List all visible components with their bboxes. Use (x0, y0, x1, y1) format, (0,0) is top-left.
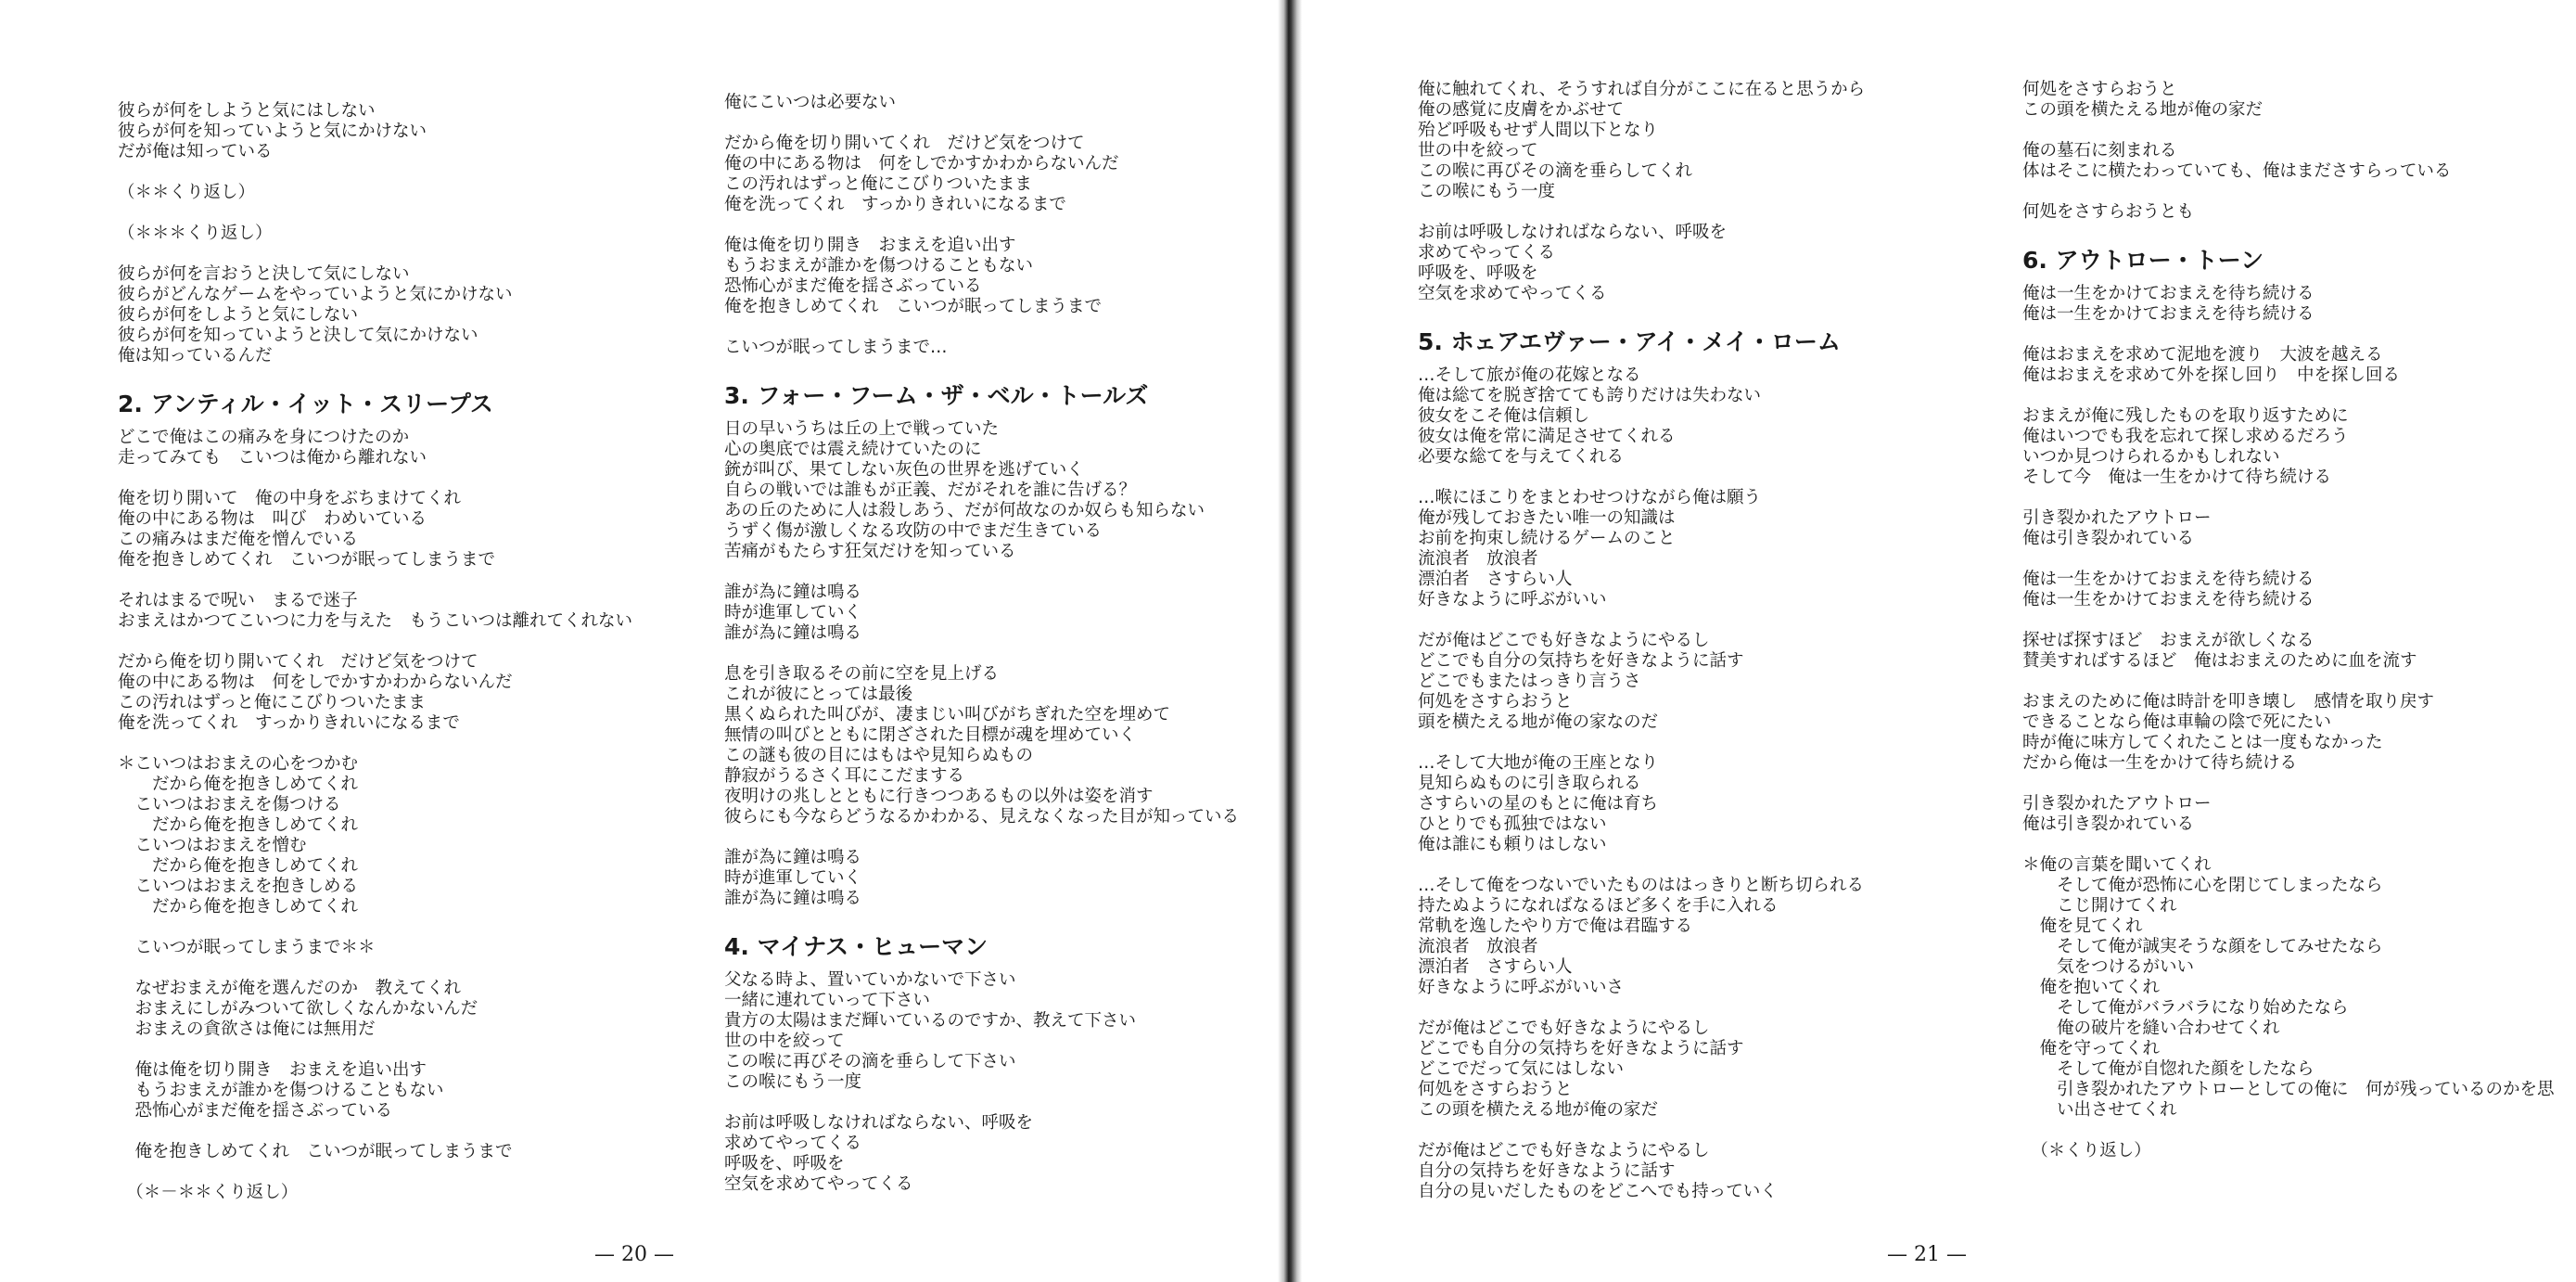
lyric-line: 俺を抱いてくれ (2022, 978, 2161, 997)
lyric-line: 彼女は俺を常に満足させてくれる (1418, 427, 1676, 446)
lyric-line: おまえにしがみついて欲しくなんかないんだ (118, 999, 478, 1019)
lyric-line: 俺を守ってくれ (2022, 1039, 2161, 1058)
lyric-line: そして俺が恐怖に心を閉じてしまったなら (2022, 876, 2383, 895)
lyric-line: さすらいの星のもとに俺は育ち (1418, 794, 1659, 814)
page-number-right: — 21 — (1887, 1243, 1967, 1266)
stanza-gap (2022, 121, 2576, 141)
lyric-line: 俺を抱きしめてくれ こいつが眠ってしまうまで (724, 297, 1103, 316)
stanza-gap (2022, 549, 2576, 570)
lyric-line: この喉にもう一度 (724, 1072, 862, 1092)
stanza-gap (2022, 386, 2576, 406)
column-4 (2022, 80, 2576, 1161)
lyric-line: あの丘のために人は殺しあう、だが何故なのか奴らも知らない (724, 501, 1205, 520)
stanza-gap (118, 244, 711, 264)
lyric-line: 俺は引き裂かれている (2022, 814, 2195, 834)
section-gap (724, 358, 1318, 375)
page-number-left: — 20 — (594, 1243, 674, 1266)
stanza-gap (724, 215, 1318, 236)
lyric-line: 一緒に連れていって下さい (724, 991, 931, 1010)
lyric-line: この汚れはずっと俺にこびりついたまま (724, 174, 1032, 194)
lyric-line: ひとりでも孤独ではない (1418, 814, 1607, 834)
lyric-line: だが俺はどこでも好きなようにやるし (1418, 631, 1710, 650)
song-title: 5. ホェアエヴァー・アイ・メイ・ローム (1418, 328, 1841, 355)
lyric-line: …そして旅が俺の花嫁となる (1418, 365, 1641, 385)
lyric-line: どこでも自分の気持ちを好きなように話す (1418, 1039, 1744, 1058)
lyric-line: 苦痛がもたらす狂気だけを知っている (724, 542, 1016, 561)
lyric-line: 呼吸を、呼吸を (724, 1154, 845, 1173)
lyric-line: 必要な総てを与えてくれる (1418, 447, 1625, 467)
stanza-gap (118, 1162, 711, 1183)
lyric-line: 俺を抱きしめてくれ こいつが眠ってしまうまで (118, 1142, 513, 1161)
lyric-line: 俺の墓石に刻まれる (2022, 141, 2177, 160)
lyric-line: …喉にほこりをまとわせつけながら俺は願う (1418, 488, 1762, 507)
lyric-line: 彼らが何をしようと気にしない (118, 305, 359, 325)
lyric-line: できることなら俺は車輪の陰で死にたい (2022, 712, 2332, 732)
lyric-line: いつか見つけられるかもしれない (2022, 447, 2280, 467)
lyric-line: これが彼にとっては最後 (724, 685, 913, 704)
section-gap (118, 366, 711, 383)
lyric-line: 時が進軍していく (724, 603, 862, 622)
stanza-gap (2022, 672, 2576, 692)
lyric-line: 心の奥底では震え続けていたのに (724, 440, 982, 459)
lyric-line: …そして大地が俺の王座となり (1418, 753, 1659, 773)
lyric-line: 息を引き取るその前に空を見上げる (724, 664, 1000, 684)
section-gap (724, 909, 1318, 926)
stanza-gap (724, 317, 1318, 338)
lyric-line: だから俺を切り開いてくれ だけど気をつけて (724, 134, 1085, 153)
lyric-line: 自らの戦いでは誰もが正義、だがそれを誰に告げる？ (724, 481, 1137, 500)
lyric-line: 俺にこいつは必要ない (724, 93, 897, 112)
stanza-gap (1418, 855, 2011, 876)
lyric-line: 空気を求めてやってくる (1418, 284, 1607, 303)
column-3 (1418, 80, 2011, 1202)
lyric-line: この喉に再びその滴を垂らして下さい (724, 1052, 1016, 1071)
stanza-gap (118, 468, 711, 489)
lyric-line: 俺の中にある物は 何をしでかすかわからないんだ (118, 673, 513, 692)
lyric-line: こいつが眠ってしまうまで… (724, 338, 948, 357)
stanza-gap (118, 958, 711, 979)
lyric-line: 俺はいつでも我を忘れて探し求めるだろう (2022, 427, 2349, 446)
lyric-line: 空気を求めてやってくる (724, 1174, 913, 1194)
lyric-line: 俺を洗ってくれ すっかりきれいになるまで (724, 195, 1066, 214)
stanza-gap (1418, 733, 2011, 753)
lyric-line: この謎も彼の目にはもはや見知らぬもの (724, 746, 1034, 765)
lyric-line: （＊－＊＊くり返し） (118, 1183, 299, 1202)
lyric-line: 頭を横たえる地が俺の家なのだ (1418, 712, 1659, 732)
lyric-line: だが俺はどこでも好きなようにやるし (1418, 1019, 1710, 1038)
lyric-line: こいつはおまえを抱きしめる (118, 877, 359, 896)
lyric-line: おまえはかつてこいつに力を与えた もうこいつは離れてくれない (118, 611, 633, 631)
stanza-gap (2022, 610, 2576, 631)
lyric-line: 自分の気持ちを好きなように話す (1418, 1161, 1676, 1181)
lyric-line: 無情の叫びとともに閉ざされた目標が魂を埋めていく (724, 725, 1137, 745)
lyric-line: 引き裂かれたアウトロー (2022, 508, 2212, 528)
lyric-line: 俺は引き裂かれている (2022, 529, 2195, 548)
stanza-gap (2022, 488, 2576, 508)
lyric-line: 彼らが何を知っていようと気にかけない (118, 122, 427, 141)
lyric-line: 俺は一生をかけておまえを待ち続ける (2022, 304, 2315, 324)
lyric-line: 何処をさすらおうと (2022, 80, 2177, 99)
stanza-gap (724, 562, 1318, 583)
lyric-line: ＊こいつはおまえの心をつかむ (118, 754, 359, 774)
stanza-gap (2022, 1121, 2576, 1141)
lyric-line: 流浪者 放浪者 (1418, 937, 1538, 956)
lyric-line: 夜明けの兆しとともに行きつつあるもの以外は姿を消す (724, 787, 1154, 806)
lyric-line: この喉に再びその滴を垂らしてくれ (1418, 161, 1693, 181)
lyric-line: 静寂がうるさく耳にこだまする (724, 766, 965, 786)
song-title: 6. アウトロー・トーン (2022, 247, 2264, 274)
lyric-line: 好きなように呼ぶがいい (1418, 590, 1607, 609)
lyric-line: そして俺が自惚れた顔をしたなら (2022, 1059, 2315, 1079)
lyric-line: 体はそこに横たわっていても、俺はまださすらっている (2022, 161, 2452, 181)
stanza-gap (724, 113, 1318, 134)
lyric-line: 俺を抱きしめてくれ こいつが眠ってしまうまで (118, 550, 496, 570)
lyric-line: （＊＊＊くり返し） (118, 224, 273, 243)
lyric-line: 探せば探すほど おまえが欲しくなる (2022, 631, 2315, 650)
lyric-line: こいつはおまえを憎む (118, 836, 307, 855)
stanza-gap (1418, 1121, 2011, 1141)
lyric-line: 誰が為に鐘は鳴る (724, 889, 862, 908)
lyric-line: 何処をさすらおうと (1418, 692, 1573, 712)
lyric-line: 俺は一生をかけておまえを待ち続ける (2022, 284, 2315, 303)
lyric-line: 気をつけるがいい (2022, 957, 2195, 977)
lyric-line: だから俺を抱きしめてくれ (118, 856, 359, 876)
stanza-gap (118, 734, 711, 754)
lyric-line: 彼らが何を言おうと決して気にしない (118, 264, 410, 284)
lyric-line: それはまるで呪い まるで迷子 (118, 591, 358, 610)
lyric-line: この喉にもう一度 (1418, 182, 1556, 201)
lyric-line: 誰が為に鐘は鳴る (724, 623, 862, 643)
lyric-line: そして今 俺は一生をかけて待ち続ける (2022, 468, 2332, 487)
lyric-line: 走ってみても こいつは俺から離れない (118, 448, 427, 468)
lyric-line: 彼らが何をしようと気にはしない (118, 101, 376, 121)
lyric-line: い出させてくれ (2022, 1100, 2177, 1120)
lyric-line: 呼吸を、呼吸を (1418, 263, 1538, 283)
lyric-line: だが俺は知っている (118, 142, 273, 161)
lyric-line: 恐怖心がまだ俺を揺さぶっている (724, 276, 982, 296)
lyric-line: 彼らにも今ならどうなるかわかる、見えなくなった目が知っている (724, 807, 1240, 827)
lyric-line: なぜおまえが俺を選んだのか 教えてくれ (118, 979, 462, 998)
lyric-line: 俺の破片を縫い合わせてくれ (2022, 1019, 2280, 1038)
section-gap (2022, 223, 2576, 239)
lyric-line: 自分の見いだしたものをどこへでも持っていく (1418, 1182, 1778, 1201)
lyric-line: 賛美すればするほど 俺はおまえのために血を流す (2022, 651, 2417, 671)
lyric-line: 漂泊者 さすらい人 (1418, 957, 1573, 977)
song-title: 3. フォー・フーム・ザ・ベル・トールズ (724, 382, 1149, 409)
lyric-line: 俺の感覚に皮膚をかぶせて (1418, 100, 1625, 120)
lyric-line: こじ開けてくれ (2022, 896, 2177, 916)
lyric-line: 俺を切り開いて 俺の中身をぶちまけてくれ (118, 489, 462, 508)
stanza-gap (2022, 774, 2576, 794)
lyric-line: 求めてやってくる (1418, 243, 1556, 263)
lyric-line: 好きなように呼ぶがいいさ (1418, 978, 1625, 997)
song-title: 2. アンティル・イット・スリープス (118, 391, 493, 417)
section-gap (1418, 304, 2011, 321)
lyric-line: 時が俺に味方してくれたことは一度もなかった (2022, 733, 2383, 752)
lyric-line: 俺を見てくれ (2022, 917, 2143, 936)
lyric-line: 彼らがどんなゲームをやっていようと気にかけない (118, 285, 513, 304)
stanza-gap (724, 1093, 1318, 1113)
lyric-line: 時が進軍していく (724, 868, 862, 888)
lyric-line: 俺は一生をかけておまえを待ち続ける (2022, 570, 2315, 589)
lyric-line: お前を拘束し続けるゲームのこと (1418, 529, 1676, 548)
lyric-line: 誰が為に鐘は鳴る (724, 583, 862, 602)
stanza-gap (2022, 182, 2576, 202)
lyric-line: （＊くり返し） (2022, 1141, 2151, 1160)
lyric-line: 世の中を絞って (1418, 141, 1538, 160)
stanza-gap (724, 644, 1318, 664)
lyric-line: どこで俺はこの痛みを身につけたのか (118, 428, 410, 447)
lyric-line: だから俺を抱きしめてくれ (118, 897, 359, 917)
lyric-line: 俺は知っているんだ (118, 346, 273, 365)
lyric-line: …そして俺をつないでいたものははっきりと断ち切られる (1418, 876, 1865, 895)
lyric-line: ＊俺の言葉を聞いてくれ (2022, 855, 2212, 875)
stanza-gap (1418, 998, 2011, 1019)
lyric-line: だから俺は一生をかけて待ち続ける (2022, 753, 2298, 773)
lyric-line: おまえが俺に残したものを取り返すために (2022, 406, 2349, 426)
lyric-line: お前は呼吸しなければならない、呼吸を (1418, 223, 1728, 242)
lyric-line: うずく傷が激しくなる攻防の中でまだ生きている (724, 521, 1103, 541)
stanza-gap (118, 632, 711, 652)
stanza-gap (1418, 202, 2011, 223)
lyric-line: 俺の中にある物は 何をしでかすかわからないんだ (724, 154, 1119, 173)
lyric-line: 俺を洗ってくれ すっかりきれいになるまで (118, 713, 460, 733)
lyric-line: そして俺がバラバラになり始めたなら (2022, 998, 2349, 1018)
lyric-line: 黒くぬられた叫びが、凄まじい叫びがちぎれた空を埋めて (724, 705, 1171, 724)
lyric-line: 世の中を絞って (724, 1032, 845, 1051)
lyric-line: だから俺を抱きしめてくれ (118, 775, 359, 794)
stanza-gap (118, 1122, 711, 1142)
lyric-line: だから俺を抱きしめてくれ (118, 815, 359, 835)
lyric-line: 貴方の太陽はまだ輝いているのですか、教えて下さい (724, 1011, 1137, 1031)
stanza-gap (2022, 325, 2576, 345)
lyric-line: 漂泊者 さすらい人 (1418, 570, 1573, 589)
lyric-line: おまえのために俺は時計を叩き壊し 感情を取り戻す (2022, 692, 2435, 712)
lyric-line: 父なる時よ、置いていかないで下さい (724, 970, 1016, 990)
stanza-gap (2022, 835, 2576, 855)
stanza-gap (724, 827, 1318, 848)
lyric-line: 殆ど呼吸もせず人間以下となり (1418, 121, 1659, 140)
lyric-line: この汚れはずっと俺にこびりついたまま (118, 693, 426, 712)
column-1 (118, 101, 711, 1203)
lyric-line: 引き裂かれたアウトロー (2022, 794, 2212, 814)
stanza-gap (118, 570, 711, 591)
lyric-line: 彼らが何を知っていようと決して気にかけない (118, 326, 478, 345)
lyric-line: そして俺が誠実そうな顔をしてみせたなら (2022, 937, 2383, 956)
lyric-line: 俺の中にある物は 叫び わめいている (118, 509, 427, 529)
lyric-line: 何処をさすらおうとも (2022, 202, 2195, 222)
stanza-gap (1418, 468, 2011, 488)
stanza-gap (118, 1040, 711, 1060)
lyric-line: だが俺はどこでも好きなようにやるし (1418, 1141, 1710, 1160)
lyric-line: こいつが眠ってしまうまで＊＊ (118, 938, 376, 957)
lyric-line: 俺は総てを脱ぎ捨てても誇りだけは失わない (1418, 386, 1762, 405)
lyric-line: 俺は俺を切り開き おまえを追い出す (118, 1060, 427, 1080)
lyric-line: 俺が残しておきたい唯一の知識は (1418, 508, 1676, 528)
lyric-line: 俺は誰にも頼りはしない (1418, 835, 1607, 854)
lyric-line: （＊＊くり返し） (118, 183, 256, 202)
lyric-line: 俺に触れてくれ、そうすれば自分がここに在ると思うから (1418, 80, 1866, 99)
song-title: 4. マイナス・ヒューマン (724, 933, 988, 960)
lyric-line: この頭を横たえる地が俺の家だ (2022, 100, 2264, 120)
lyric-line: 見知らぬものに引き取られる (1418, 774, 1641, 793)
lyric-line: 恐怖心がまだ俺を揺さぶっている (118, 1101, 393, 1121)
lyric-line: こいつはおまえを傷つける (118, 795, 341, 814)
lyric-line: もうおまえが誰かを傷つけることもない (724, 256, 1034, 276)
lyric-line: おまえの貪欲さは俺には無用だ (118, 1019, 376, 1039)
lyric-line: 俺は俺を切り開き おまえを追い出す (724, 236, 1016, 255)
lyric-line: 銃が叫び、果てしない灰色の世界を逃げていく (724, 460, 1084, 480)
lyric-line: 日の早いうちは丘の上で戦っていた (724, 419, 1000, 439)
lyric-line: 俺は一生をかけておまえを待ち続ける (2022, 590, 2315, 609)
lyric-line: どこでもまたはっきり言うさ (1418, 672, 1641, 691)
lyric-line: 引き裂かれたアウトローとしての俺に 何が残っているのかを思 (2022, 1080, 2555, 1099)
lyric-line: もうおまえが誰かを傷つけることもない (118, 1081, 444, 1100)
lyric-line: お前は呼吸しなければならない、呼吸を (724, 1113, 1034, 1133)
lyric-line: 求めてやってくる (724, 1134, 862, 1153)
lyric-line: この頭を横たえる地が俺の家だ (1418, 1100, 1659, 1120)
stanza-gap (118, 162, 711, 183)
lyric-line: 彼女をこそ俺は信頼し (1418, 406, 1590, 426)
lyric-line: 誰が為に鐘は鳴る (724, 848, 862, 867)
stanza-gap (118, 917, 711, 938)
lyric-line: 俺はおまえを求めて外を探し回り 中を探し回る (2022, 365, 2401, 385)
lyric-line: 何処をさすらおうと (1418, 1080, 1573, 1099)
lyric-line: 俺はおまえを求めて泥地を渡り 大波を越える (2022, 345, 2383, 365)
lyric-line: どこでも自分の気持ちを好きなように話す (1418, 651, 1744, 671)
column-2 (724, 93, 1318, 1195)
lyric-line: 持たぬようになればなるほど多くを手に入れる (1418, 896, 1779, 916)
lyric-line: この痛みはまだ俺を憎んでいる (118, 530, 359, 549)
lyric-line: 流浪者 放浪者 (1418, 549, 1538, 569)
lyric-line: どこでだって気にはしない (1418, 1059, 1625, 1079)
stanza-gap (118, 203, 711, 224)
lyric-line: 常軌を逸したやり方で俺は君臨する (1418, 917, 1693, 936)
lyric-line: だから俺を切り開いてくれ だけど気をつけて (118, 652, 478, 672)
stanza-gap (1418, 610, 2011, 631)
